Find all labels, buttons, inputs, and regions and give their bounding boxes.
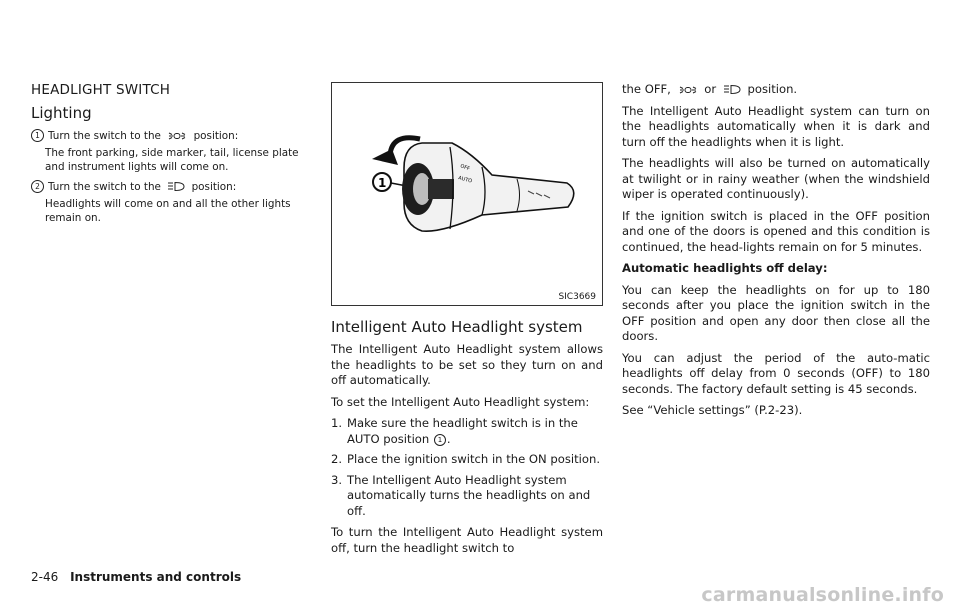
text: position.: [747, 82, 798, 96]
headlight-icon: [167, 181, 185, 192]
page-number: 2-46: [31, 570, 59, 584]
paragraph: The Intelligent Auto Headlight system allows the headlights to be set so they turn on and off automatically.: [331, 342, 603, 387]
svg-text:AUTO: AUTO: [457, 175, 473, 185]
step-number: 1: [31, 129, 44, 142]
page-footer: [31, 570, 241, 584]
step-2: [31, 180, 309, 194]
list-item: [331, 473, 603, 520]
step-1: [31, 129, 309, 143]
column-left: [31, 78, 309, 231]
parking-light-icon: [678, 85, 698, 95]
parking-light-icon: [167, 131, 187, 141]
text: or: [704, 82, 717, 96]
paragraph: The Intelligent Auto Headlight system can turn on the headlights automatically when it is dark and turn off the headlights when it is light.: [622, 103, 930, 149]
section-name: Instruments and controls: [70, 570, 242, 584]
watermark: carmanualsonline.info: [701, 584, 944, 606]
list-number: 2.: [331, 452, 343, 466]
callout-number: 1: [378, 176, 387, 190]
headlight-icon: [723, 84, 741, 95]
subsection-heading: Automatic headlights off delay:: [622, 261, 828, 275]
paragraph: You can keep the headlights on for up to 180 seconds after you place the ignition switch in the OFF position and open any door then close all the doors.: [622, 282, 930, 343]
subheading: Lighting: [31, 104, 92, 122]
step-text: Turn the switch to the: [48, 181, 161, 193]
list-number: 3.: [331, 472, 343, 487]
step-text-after: position:: [193, 130, 239, 142]
column-middle: [331, 318, 603, 562]
steps-list: [331, 416, 603, 519]
lever-illustration: [332, 83, 602, 305]
section-heading: Intelligent Auto Headlight system: [331, 318, 583, 336]
paragraph: You can adjust the period of the auto-matic headlights off delay from 0 seconds (OFF) to 180 seconds. The factory default setting is 45 seconds.: [622, 350, 930, 396]
list-text: The Intelligent Auto Headlight system automatically turns the headlights on and off.: [347, 472, 591, 518]
list-text: Make sure the headlight switch is in the AUTO position: [347, 416, 578, 446]
section-heading: HEADLIGHT SWITCH: [31, 82, 171, 98]
step-text-after: position:: [191, 181, 237, 193]
text: the OFF,: [622, 82, 671, 96]
list-item: [331, 416, 603, 447]
step-2-description: Headlights will come on and all the other lights remain on.: [45, 198, 291, 224]
figure-code: SIC3669: [558, 292, 596, 302]
paragraph: The headlights will also be turned on automatically at twilight or in rainy weather (when the windshield wiper is operated continuously).: [622, 156, 930, 201]
step-1-description: The front parking, side marker, tail, license plate and instrument lights will come on.: [45, 147, 299, 173]
paragraph: To turn the Intelligent Auto Headlight system off, turn the headlight switch to: [331, 525, 603, 555]
paragraph: If the ignition switch is placed in the OFF position and one of the doors is opened and this condition is continued, the head-lights remain on for 5 minutes.: [622, 208, 930, 254]
paragraph: To set the Intelligent Auto Headlight system:: [331, 394, 590, 409]
step-number: 2: [31, 180, 44, 193]
list-text: Place the ignition switch in the ON position.: [347, 452, 601, 466]
column-right: [622, 82, 930, 425]
list-item: [331, 452, 603, 468]
step-text: Turn the switch to the: [48, 130, 161, 142]
paragraph-continued: [622, 82, 930, 98]
svg-text:OFF: OFF: [459, 163, 471, 173]
headlight-switch-figure: [331, 82, 603, 306]
position-mark: 1: [434, 434, 446, 446]
list-text-end: .: [446, 431, 451, 446]
cross-reference: See “Vehicle settings” (P.2-23).: [622, 403, 803, 417]
list-number: 1.: [331, 416, 343, 430]
